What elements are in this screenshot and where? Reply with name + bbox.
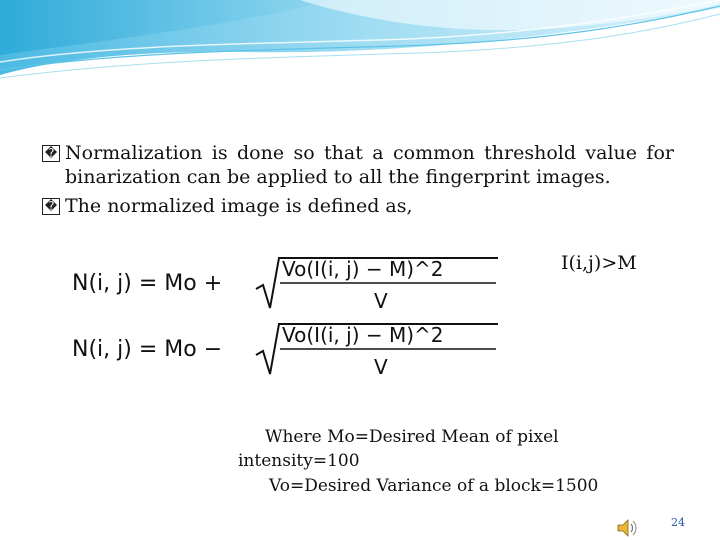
page-number: 24 bbox=[671, 516, 685, 529]
formula-plus bbox=[70, 252, 510, 312]
formula-plus-denominator: V bbox=[374, 289, 388, 313]
bullet-marker: � bbox=[42, 145, 60, 162]
bullet-text: Normalization is done so that a common threshold value for binarization can be applied to all the fingerprint images. bbox=[65, 142, 674, 188]
formula-minus-numerator: Vo(I(i, j) − M)^2 bbox=[282, 323, 444, 347]
formula-minus-denominator: V bbox=[374, 355, 388, 379]
where-line-variance: Vo=Desired Variance of a block=1500 bbox=[269, 476, 599, 496]
bullet-item-definition bbox=[40, 194, 674, 218]
bullet-text: The normalized image is defined as, bbox=[65, 195, 413, 217]
formula-plus-lhs: N(i, j) = Mo + bbox=[72, 271, 223, 296]
where-line-intensity: intensity=100 bbox=[238, 451, 360, 471]
formula-plus-numerator: Vo(I(i, j) − M)^2 bbox=[282, 257, 444, 281]
formula-minus-lhs: N(i, j) = Mo − bbox=[72, 337, 223, 362]
formula-condition: I(i,j)>M bbox=[561, 252, 637, 274]
bullet-marker: � bbox=[42, 198, 60, 215]
bullet-list bbox=[40, 141, 674, 218]
bullet-item-normalization bbox=[40, 141, 674, 189]
header-wave-banner bbox=[0, 0, 720, 90]
speaker-icon[interactable] bbox=[616, 518, 638, 538]
formula-minus bbox=[70, 318, 510, 378]
where-line-mean: Where Mo=Desired Mean of pixel bbox=[265, 427, 559, 447]
